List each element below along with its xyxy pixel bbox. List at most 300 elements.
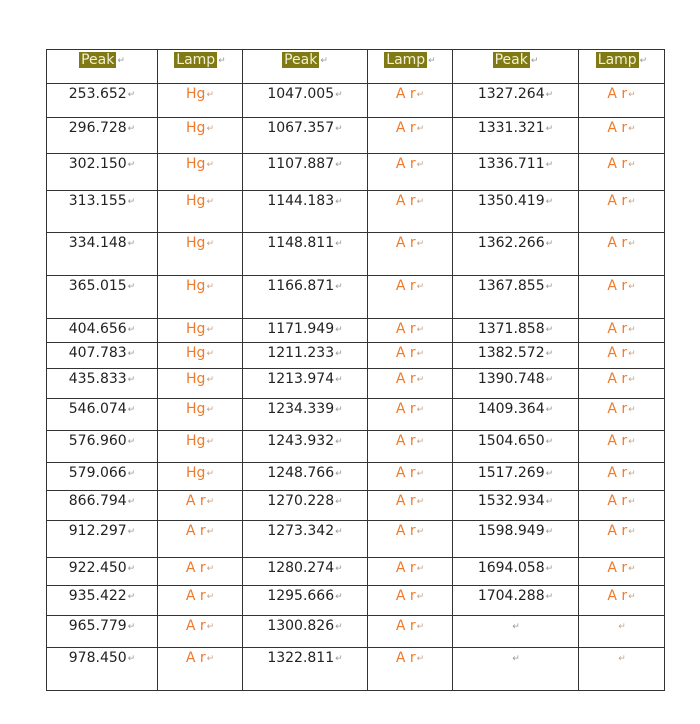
paragraph-mark-icon: ↵ — [206, 592, 215, 602]
paragraph-mark-icon: ↵ — [127, 469, 136, 479]
lamp-cell — [368, 521, 453, 558]
peak-cell — [47, 521, 158, 558]
lamp-value: A r — [395, 371, 416, 387]
paragraph-mark-icon: ↵ — [335, 527, 343, 537]
paragraph-mark-icon: ↵ — [335, 497, 343, 507]
header-cell: Lamp ↵ — [368, 50, 453, 84]
peak-value: 407.783 — [68, 345, 127, 361]
lamp-value: A r — [185, 493, 206, 509]
paragraph-mark-icon: ↵ — [416, 469, 425, 479]
paragraph-mark-icon: ↵ — [206, 497, 215, 507]
paragraph-mark-icon: ↵ — [628, 239, 636, 249]
lamp-cell — [579, 431, 665, 463]
peak-cell — [47, 616, 158, 648]
header-label: Peak — [494, 52, 528, 68]
lamp-value: A r — [607, 465, 628, 481]
peak-cell — [243, 84, 368, 118]
paragraph-mark-icon: ↵ — [127, 405, 136, 415]
peak-cell — [453, 118, 579, 154]
lamp-value: A r — [395, 523, 416, 539]
paragraph-mark-icon: ↵ — [206, 160, 214, 170]
paragraph-mark-icon: ↵ — [335, 197, 343, 207]
peak-value: 1067.357 — [267, 120, 335, 136]
peak-cell — [453, 431, 579, 463]
peak-cell — [243, 369, 368, 399]
lamp-value: A r — [395, 321, 416, 337]
peak-lamp-table — [46, 49, 665, 691]
header-cell: Peak ↵ — [453, 50, 579, 84]
paragraph-mark-icon: ↵ — [335, 160, 343, 170]
lamp-cell — [579, 586, 665, 616]
lamp-value: Hg — [186, 433, 206, 449]
lamp-cell — [158, 521, 243, 558]
lamp-value: Hg — [186, 156, 206, 172]
peak-value: 1270.228 — [267, 493, 335, 509]
lamp-cell — [158, 491, 243, 521]
lamp-value: A r — [607, 120, 628, 136]
lamp-value: Hg — [186, 401, 206, 417]
paragraph-mark-icon: ↵ — [206, 239, 214, 249]
paragraph-mark-icon: ↵ — [206, 375, 214, 385]
peak-cell — [47, 648, 158, 691]
lamp-cell — [368, 586, 453, 616]
peak-cell — [453, 369, 579, 399]
lamp-value: A r — [395, 493, 416, 509]
paragraph-mark-icon: ↵ — [206, 349, 214, 359]
lamp-cell — [368, 648, 453, 691]
paragraph-mark-icon: ↵ — [628, 325, 636, 335]
paragraph-mark-icon: ↵ — [335, 564, 343, 574]
table-row — [47, 154, 665, 191]
peak-value: 1148.811 — [267, 235, 335, 251]
peak-value: 1327.264 — [477, 86, 545, 102]
peak-value: 866.794 — [68, 493, 127, 509]
header-label: Peak — [81, 52, 115, 68]
lamp-cell — [368, 154, 453, 191]
lamp-value: A r — [185, 618, 206, 634]
header-label: Lamp — [176, 52, 216, 68]
peak-value: 1295.666 — [267, 588, 335, 604]
lamp-cell — [368, 616, 453, 648]
peak-cell — [47, 558, 158, 586]
peak-cell — [47, 463, 158, 491]
table-row — [47, 191, 665, 233]
lamp-value: A r — [395, 156, 416, 172]
lamp-value: A r — [607, 588, 628, 604]
peak-value: 1047.005 — [267, 86, 335, 102]
table-row — [47, 491, 665, 521]
peak-cell — [243, 118, 368, 154]
peak-cell — [453, 84, 579, 118]
lamp-value: A r — [185, 588, 206, 604]
peak-value: 1248.766 — [267, 465, 335, 481]
lamp-cell — [579, 648, 665, 691]
lamp-cell — [158, 463, 243, 491]
paragraph-mark-icon: ↵ — [512, 622, 520, 632]
peak-value: 1166.871 — [267, 278, 335, 294]
peak-cell — [243, 558, 368, 586]
paragraph-mark-icon: ↵ — [545, 325, 554, 335]
paragraph-mark-icon: ↵ — [628, 197, 636, 207]
peak-cell — [243, 343, 368, 369]
table-row — [47, 616, 665, 648]
lamp-cell — [579, 233, 665, 276]
lamp-value: A r — [395, 120, 416, 136]
peak-cell — [243, 191, 368, 233]
lamp-cell — [368, 276, 453, 319]
paragraph-mark-icon: ↵ — [628, 592, 636, 602]
paragraph-mark-icon: ↵ — [545, 160, 554, 170]
paragraph-mark-icon: ↵ — [545, 375, 554, 385]
peak-value: 365.015 — [68, 278, 127, 294]
paragraph-mark-icon: ↵ — [416, 497, 425, 507]
table-row — [47, 521, 665, 558]
peak-cell — [453, 343, 579, 369]
peak-cell — [453, 521, 579, 558]
peak-value: 978.450 — [68, 650, 127, 666]
peak-value: 1322.811 — [267, 650, 335, 666]
peak-value: 1390.748 — [477, 371, 545, 387]
paragraph-mark-icon: ↵ — [206, 564, 215, 574]
paragraph-mark-icon: ↵ — [335, 325, 343, 335]
lamp-cell — [158, 118, 243, 154]
lamp-value: A r — [607, 560, 628, 576]
header-label: Lamp — [386, 52, 426, 68]
peak-value: 1598.949 — [477, 523, 545, 539]
lamp-cell — [579, 521, 665, 558]
paragraph-mark-icon: ↵ — [416, 527, 425, 537]
peak-value: 1213.974 — [267, 371, 335, 387]
paragraph-mark-icon: ↵ — [127, 239, 136, 249]
paragraph-mark-icon: ↵ — [628, 349, 636, 359]
peak-cell — [243, 154, 368, 191]
paragraph-mark-icon: ↵ — [545, 497, 554, 507]
peak-value: 576.960 — [68, 433, 127, 449]
lamp-value: A r — [395, 560, 416, 576]
peak-cell — [47, 399, 158, 431]
paragraph-mark-icon: ↵ — [206, 124, 214, 134]
paragraph-mark-icon: ↵ — [545, 592, 554, 602]
lamp-cell — [158, 431, 243, 463]
lamp-cell — [368, 431, 453, 463]
paragraph-mark-icon: ↵ — [416, 349, 425, 359]
peak-cell — [47, 343, 158, 369]
lamp-value: A r — [395, 278, 416, 294]
lamp-value: A r — [607, 321, 628, 337]
lamp-cell — [579, 558, 665, 586]
peak-value: 1382.572 — [477, 345, 545, 361]
paragraph-mark-icon: ↵ — [416, 622, 425, 632]
paragraph-mark-icon: ↵ — [628, 437, 636, 447]
lamp-cell — [579, 118, 665, 154]
peak-cell — [453, 586, 579, 616]
header-label: Lamp — [597, 52, 637, 68]
table-row — [47, 233, 665, 276]
paragraph-mark-icon: ↵ — [127, 375, 136, 385]
paragraph-mark-icon: ↵ — [628, 124, 636, 134]
paragraph-mark-icon: ↵ — [416, 197, 425, 207]
paragraph-mark-icon: ↵ — [628, 282, 636, 292]
peak-value: 1280.274 — [267, 560, 335, 576]
lamp-value: A r — [395, 433, 416, 449]
paragraph-mark-icon: ↵ — [335, 622, 343, 632]
paragraph-mark-icon: ↵ — [545, 239, 554, 249]
peak-cell — [243, 276, 368, 319]
table-row — [47, 369, 665, 399]
lamp-cell — [579, 154, 665, 191]
peak-value: 435.833 — [68, 371, 127, 387]
lamp-value: A r — [607, 401, 628, 417]
paragraph-mark-icon: ↵ — [416, 90, 425, 100]
paragraph-mark-icon: ↵ — [545, 405, 554, 415]
paragraph-mark-icon: ↵ — [335, 90, 343, 100]
lamp-cell — [158, 648, 243, 691]
peak-value: 1234.339 — [267, 401, 335, 417]
lamp-cell — [579, 319, 665, 343]
peak-cell — [243, 399, 368, 431]
paragraph-mark-icon: ↵ — [127, 592, 136, 602]
peak-cell — [243, 616, 368, 648]
paragraph-mark-icon: ↵ — [206, 654, 215, 664]
lamp-value: Hg — [186, 371, 206, 387]
paragraph-mark-icon: ↵ — [335, 282, 343, 292]
table-row — [47, 343, 665, 369]
lamp-cell — [158, 84, 243, 118]
header-cell: Lamp ↵ — [158, 50, 243, 84]
peak-value: 912.297 — [68, 523, 127, 539]
peak-cell — [243, 491, 368, 521]
lamp-cell — [158, 369, 243, 399]
lamp-cell — [579, 491, 665, 521]
peak-value: 1694.058 — [477, 560, 545, 576]
lamp-value: A r — [395, 650, 416, 666]
lamp-cell — [579, 84, 665, 118]
peak-cell — [47, 369, 158, 399]
peak-value: 1273.342 — [267, 523, 335, 539]
paragraph-mark-icon: ↵ — [545, 527, 554, 537]
paragraph-mark-icon: ↵ — [127, 160, 136, 170]
paragraph-mark-icon: ↵ — [545, 124, 554, 134]
lamp-cell — [368, 343, 453, 369]
peak-cell — [453, 558, 579, 586]
peak-value: 922.450 — [68, 560, 127, 576]
paragraph-mark-icon: ↵ — [416, 282, 425, 292]
paragraph-mark-icon: ↵ — [628, 375, 636, 385]
paragraph-mark-icon: ↵ — [416, 654, 425, 664]
paragraph-mark-icon: ↵ — [416, 325, 425, 335]
lamp-cell — [368, 558, 453, 586]
peak-cell — [47, 118, 158, 154]
lamp-value: A r — [607, 371, 628, 387]
peak-cell — [453, 491, 579, 521]
paragraph-mark-icon: ↵ — [335, 375, 343, 385]
peak-cell — [47, 319, 158, 343]
peak-value: 296.728 — [68, 120, 127, 136]
paragraph-mark-icon: ↵ — [628, 469, 636, 479]
paragraph-mark-icon: ↵ — [545, 90, 554, 100]
paragraph-mark-icon: ↵ — [545, 469, 554, 479]
paragraph-mark-icon: ↵ — [335, 437, 343, 447]
table-row — [47, 431, 665, 463]
peak-cell — [47, 154, 158, 191]
peak-cell — [47, 191, 158, 233]
paragraph-mark-icon: ↵ — [127, 197, 136, 207]
paragraph-mark-icon: ↵ — [628, 497, 636, 507]
header-cell: Peak ↵ — [243, 50, 368, 84]
peak-value: 334.148 — [68, 235, 127, 251]
table-row — [47, 84, 665, 118]
paragraph-mark-icon: ↵ — [618, 622, 626, 632]
lamp-value: A r — [395, 345, 416, 361]
paragraph-mark-icon: ↵ — [628, 564, 636, 574]
paragraph-mark-icon: ↵ — [335, 469, 343, 479]
peak-value: 1171.949 — [267, 321, 335, 337]
peak-cell — [243, 586, 368, 616]
lamp-value: Hg — [186, 193, 206, 209]
paragraph-mark-icon: ↵ — [206, 622, 215, 632]
peak-value: 935.422 — [68, 588, 127, 604]
paragraph-mark-icon: ↵ — [628, 405, 636, 415]
lamp-cell — [368, 399, 453, 431]
paragraph-mark-icon: ↵ — [206, 527, 215, 537]
paragraph-mark-icon: ↵ — [127, 349, 136, 359]
peak-value: 1367.855 — [477, 278, 545, 294]
paragraph-mark-icon: ↵ — [335, 349, 343, 359]
table-row — [47, 463, 665, 491]
lamp-value: A r — [185, 560, 206, 576]
peak-value: 1517.269 — [477, 465, 545, 481]
lamp-value: A r — [395, 86, 416, 102]
peak-cell — [243, 463, 368, 491]
lamp-cell — [158, 343, 243, 369]
peak-value: 1704.288 — [477, 588, 545, 604]
lamp-cell — [368, 463, 453, 491]
paragraph-mark-icon: ↵ — [628, 527, 636, 537]
peak-value: 1300.826 — [267, 618, 335, 634]
lamp-cell — [158, 616, 243, 648]
lamp-value: A r — [185, 523, 206, 539]
lamp-value: A r — [395, 465, 416, 481]
lamp-value: A r — [395, 193, 416, 209]
lamp-cell — [579, 463, 665, 491]
lamp-value: A r — [607, 278, 628, 294]
lamp-cell — [158, 586, 243, 616]
paragraph-mark-icon: ↵ — [416, 124, 425, 134]
peak-value: 1350.419 — [477, 193, 545, 209]
table-row — [47, 586, 665, 616]
lamp-cell — [368, 319, 453, 343]
lamp-cell — [579, 616, 665, 648]
lamp-value: A r — [607, 345, 628, 361]
table-row — [47, 118, 665, 154]
lamp-cell — [579, 276, 665, 319]
paragraph-mark-icon: ↵ — [206, 469, 214, 479]
peak-value: 313.155 — [68, 193, 127, 209]
peak-cell — [453, 233, 579, 276]
paragraph-mark-icon: ↵ — [206, 90, 214, 100]
lamp-cell — [368, 118, 453, 154]
lamp-value: A r — [395, 401, 416, 417]
lamp-value: A r — [185, 650, 206, 666]
lamp-value: A r — [395, 618, 416, 634]
header-label: Peak — [284, 52, 318, 68]
peak-value: 1331.321 — [477, 120, 545, 136]
lamp-cell — [579, 191, 665, 233]
peak-value: 1243.932 — [267, 433, 335, 449]
paragraph-mark-icon: ↵ — [127, 497, 136, 507]
paragraph-mark-icon: ↵ — [335, 124, 343, 134]
lamp-value: A r — [607, 235, 628, 251]
lamp-value: A r — [607, 523, 628, 539]
lamp-value: A r — [607, 86, 628, 102]
lamp-value: A r — [607, 156, 628, 172]
table-row — [47, 399, 665, 431]
paragraph-mark-icon: ↵ — [545, 282, 554, 292]
peak-cell — [243, 648, 368, 691]
peak-cell — [453, 319, 579, 343]
paragraph-mark-icon: ↵ — [206, 197, 214, 207]
peak-cell — [243, 431, 368, 463]
lamp-value: A r — [607, 193, 628, 209]
peak-cell — [453, 276, 579, 319]
peak-value: 1336.711 — [477, 156, 545, 172]
lamp-cell — [158, 191, 243, 233]
lamp-cell — [579, 399, 665, 431]
lamp-value: Hg — [186, 345, 206, 361]
table-row — [47, 276, 665, 319]
peak-value: 253.652 — [68, 86, 127, 102]
peak-value: 1409.364 — [477, 401, 545, 417]
paragraph-mark-icon: ↵ — [127, 282, 136, 292]
paragraph-mark-icon: ↵ — [127, 527, 136, 537]
peak-value: 579.066 — [68, 465, 127, 481]
paragraph-mark-icon: ↵ — [335, 405, 343, 415]
lamp-cell — [368, 191, 453, 233]
peak-cell — [243, 233, 368, 276]
table-row — [47, 319, 665, 343]
lamp-value: Hg — [186, 321, 206, 337]
peak-value: 1532.934 — [477, 493, 545, 509]
peak-cell — [47, 84, 158, 118]
paragraph-mark-icon: ↵ — [628, 90, 636, 100]
lamp-cell — [368, 369, 453, 399]
paragraph-mark-icon: ↵ — [127, 622, 136, 632]
peak-cell — [453, 154, 579, 191]
paragraph-mark-icon: ↵ — [127, 654, 136, 664]
lamp-cell — [158, 276, 243, 319]
paragraph-mark-icon: ↵ — [335, 654, 343, 664]
peak-value: 546.074 — [68, 401, 127, 417]
table-row — [47, 648, 665, 691]
peak-value: 404.656 — [68, 321, 127, 337]
paragraph-mark-icon: ↵ — [335, 592, 343, 602]
paragraph-mark-icon: ↵ — [206, 325, 214, 335]
peak-cell — [243, 521, 368, 558]
peak-value: 1371.858 — [477, 321, 545, 337]
lamp-cell — [158, 558, 243, 586]
peak-value: 1504.650 — [477, 433, 545, 449]
paragraph-mark-icon: ↵ — [416, 437, 425, 447]
peak-cell — [453, 616, 579, 648]
peak-cell — [47, 491, 158, 521]
lamp-value: Hg — [186, 86, 206, 102]
peak-cell — [47, 586, 158, 616]
peak-cell — [453, 648, 579, 691]
lamp-cell — [368, 491, 453, 521]
paragraph-mark-icon: ↵ — [127, 437, 136, 447]
peak-value: 1107.887 — [267, 156, 335, 172]
paragraph-mark-icon: ↵ — [416, 239, 425, 249]
